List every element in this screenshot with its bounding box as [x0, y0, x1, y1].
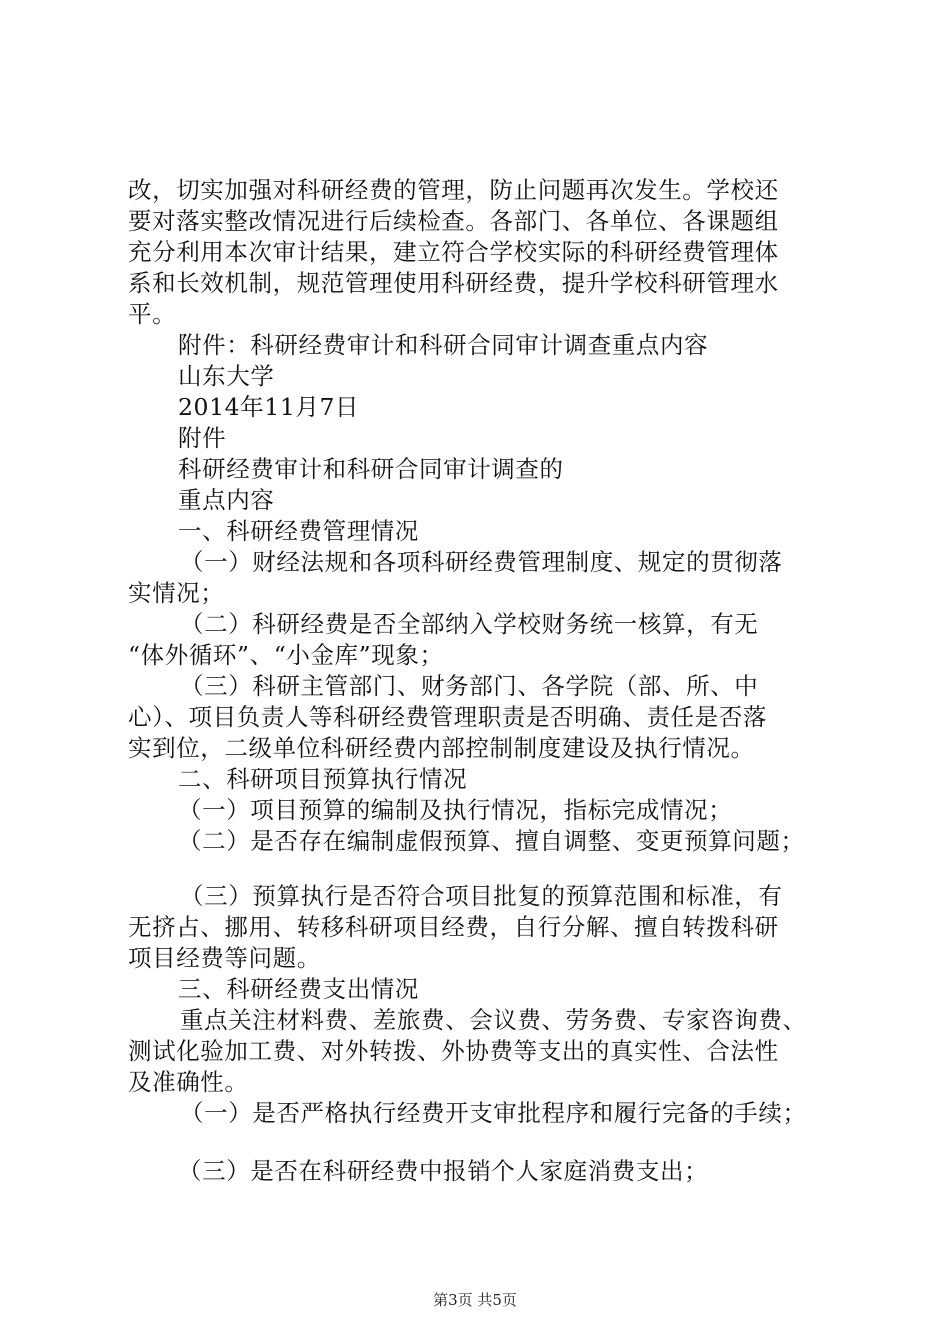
body-text-line: 要对落实整改情况进行后续检查。各部门、各单位、各课题组	[128, 207, 779, 235]
body-text-line: 重点关注材料费、差旅费、会议费、劳务费、专家咨询费、	[180, 1006, 807, 1034]
page-footer: 第3页 共5页	[433, 1291, 517, 1309]
body-text-line: 充分利用本次审计结果，建立符合学校实际的科研经费管理体	[128, 238, 779, 266]
section-heading: 二、科研项目预算执行情况	[178, 765, 468, 793]
body-text-line: 无挤占、挪用、转移科研项目经费，自行分解、擅自转拨科研	[128, 913, 779, 941]
section-heading: 一、科研经费管理情况	[178, 517, 419, 545]
body-text-line: 改，切实加强对科研经费的管理，防止问题再次发生。学校还	[128, 176, 779, 204]
signature-date: 2014年11月7日	[178, 393, 360, 421]
body-text-line: 平。	[128, 300, 177, 328]
body-text-line: （一）项目预算的编制及执行情况，指标完成情况；	[178, 796, 733, 824]
body-text-line: 心）、项目负责人等科研经费管理职责是否明确、责任是否落	[128, 703, 767, 731]
body-text-line: 及准确性。	[128, 1068, 249, 1096]
body-text-line: （三）科研主管部门、财务部门、各学院（部、所、中	[180, 672, 759, 700]
body-text-line: 项目经费等问题。	[128, 944, 321, 972]
body-text-line: （二）是否存在编制虚假预算、擅自调整、变更预算问题；	[178, 827, 805, 855]
attachment-label: 附件	[178, 424, 227, 452]
body-text-line: （三）预算执行是否符合项目批复的预算范围和标准，有	[180, 882, 783, 910]
attachment-title: 科研经费审计和科研合同审计调查的	[178, 455, 564, 483]
body-text-line: （一）是否严格执行经费开支审批程序和履行完备的手续；	[180, 1099, 807, 1127]
attachment-title: 重点内容	[178, 486, 275, 514]
body-text-line: （一）财经法规和各项科研经费管理制度、规定的贯彻落	[180, 548, 783, 576]
body-text-line: 测试化验加工费、对外转拨、外协费等支出的真实性、合法性	[128, 1037, 779, 1065]
attachment-note: 附件：科研经费审计和科研合同审计调查重点内容	[178, 331, 709, 359]
body-text-line: 实到位，二级单位科研经费内部控制制度建设及执行情况。	[128, 734, 755, 762]
body-text-line: （三）是否在科研经费中报销个人家庭消费支出；	[178, 1157, 709, 1185]
section-heading: 三、科研经费支出情况	[178, 975, 419, 1003]
body-text-line: “体外循环”、“小金库”现象；	[128, 641, 444, 669]
body-text-line: 实情况；	[128, 579, 225, 607]
body-text-line: （二）科研经费是否全部纳入学校财务统一核算，有无	[180, 610, 759, 638]
body-text-line: 系和长效机制，规范管理使用科研经费，提升学校科研管理水	[128, 269, 779, 297]
signature-org: 山东大学	[178, 362, 275, 390]
